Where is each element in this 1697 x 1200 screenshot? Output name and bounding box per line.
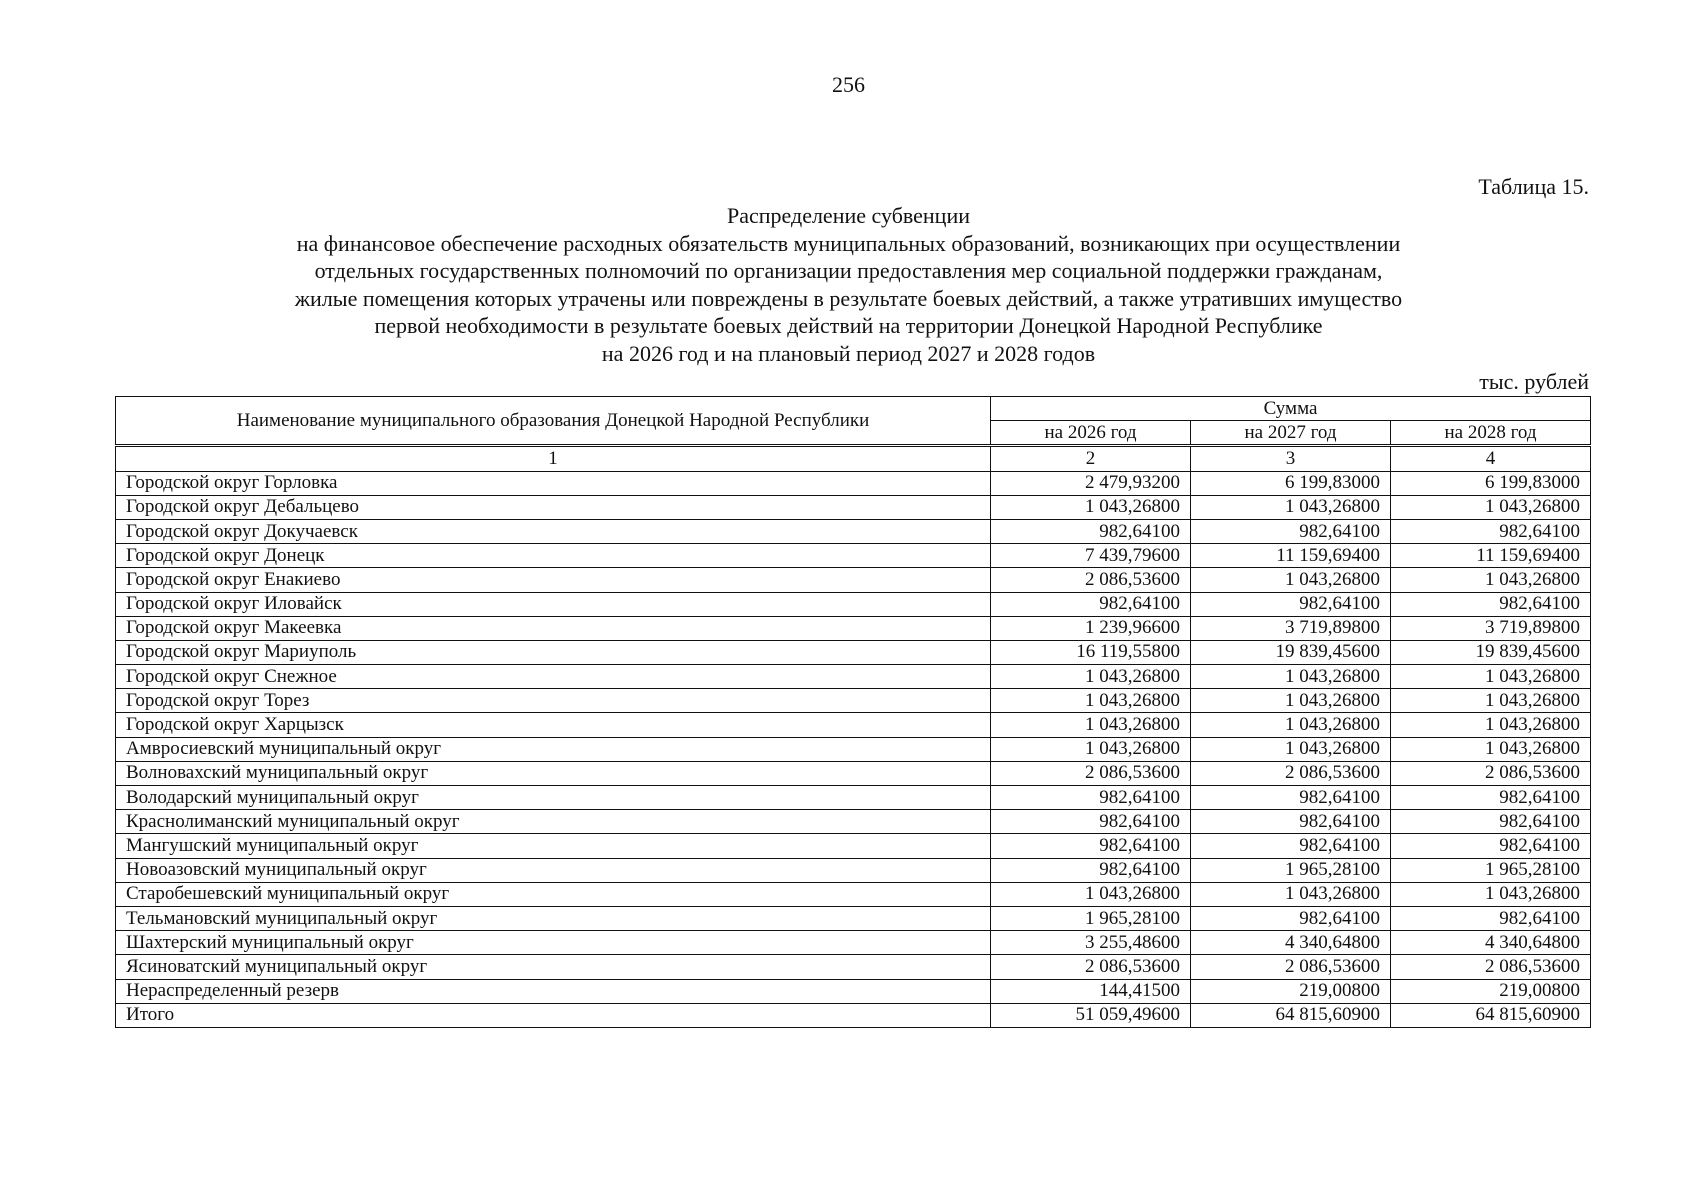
cell-municipality-name: Городской округ Торез [116, 689, 991, 713]
cell-amount-2027: 1 043,26800 [1191, 713, 1391, 737]
cell-amount-2028: 219,00800 [1391, 979, 1591, 1003]
cell-municipality-name: Городской округ Енакиево [116, 568, 991, 592]
cell-amount-2028: 982,64100 [1391, 592, 1591, 616]
cell-amount-2027: 219,00800 [1191, 979, 1391, 1003]
table-row [116, 689, 1591, 713]
cell-amount-2028: 6 199,83000 [1391, 471, 1591, 495]
cell-amount-2027: 982,64100 [1191, 592, 1391, 616]
cell-amount-2027: 19 839,45600 [1191, 640, 1391, 664]
cell-amount-2027: 64 815,60900 [1191, 1003, 1391, 1027]
cell-amount-2026: 1 043,26800 [991, 495, 1191, 519]
cell-amount-2027: 1 043,26800 [1191, 665, 1391, 689]
cell-amount-2028: 1 043,26800 [1391, 737, 1591, 761]
table-row [116, 858, 1591, 882]
cell-amount-2028: 982,64100 [1391, 810, 1591, 834]
cell-amount-2027: 982,64100 [1191, 810, 1391, 834]
title-line: Распределение субвенции [726, 203, 971, 228]
cell-amount-2028: 1 043,26800 [1391, 665, 1591, 689]
header-name-column: Наименование муниципального образования Донецкой Народной Республики [116, 397, 991, 446]
cell-amount-2026: 1 043,26800 [991, 713, 1191, 737]
cell-municipality-name: Волновахский муниципальный округ [116, 761, 991, 785]
table-row [116, 810, 1591, 834]
cell-amount-2026: 1 043,26800 [991, 689, 1191, 713]
cell-municipality-name: Старобешевский муниципальный округ [116, 882, 991, 906]
cell-amount-2027: 1 965,28100 [1191, 858, 1391, 882]
cell-amount-2028: 982,64100 [1391, 834, 1591, 858]
cell-amount-2026: 982,64100 [991, 786, 1191, 810]
cell-municipality-name: Городской округ Дебальцево [116, 495, 991, 519]
cell-municipality-name: Городской округ Снежное [116, 665, 991, 689]
table-header [116, 397, 1591, 446]
table-row [116, 471, 1591, 495]
cell-amount-2026: 144,41500 [991, 979, 1191, 1003]
cell-amount-2028: 3 719,89800 [1391, 616, 1591, 640]
cell-amount-2027: 2 086,53600 [1191, 955, 1391, 979]
table-row [116, 592, 1591, 616]
cell-municipality-name: Городской округ Макеевка [116, 616, 991, 640]
cell-amount-2026: 1 043,26800 [991, 737, 1191, 761]
cell-amount-2027: 982,64100 [1191, 834, 1391, 858]
table-row [116, 979, 1591, 1003]
cell-municipality-name: Володарский муниципальный округ [116, 786, 991, 810]
cell-amount-2026: 2 479,93200 [991, 471, 1191, 495]
cell-amount-2026: 1 239,96600 [991, 616, 1191, 640]
table-title [0, 202, 1697, 367]
cell-amount-2028: 982,64100 [1391, 519, 1591, 543]
cell-amount-2027: 3 719,89800 [1191, 616, 1391, 640]
cell-amount-2027: 1 043,26800 [1191, 568, 1391, 592]
cell-amount-2028: 2 086,53600 [1391, 955, 1591, 979]
title-line: жилые помещения которых утрачены или повреждены в результате боевых действий, а также утративших имущество [294, 285, 1403, 311]
table-row [116, 519, 1591, 543]
table-row [116, 713, 1591, 737]
table-row [116, 544, 1591, 568]
table-row [116, 568, 1591, 592]
cell-amount-2026: 2 086,53600 [991, 568, 1191, 592]
cell-amount-2027: 982,64100 [1191, 786, 1391, 810]
cell-amount-2028: 11 159,69400 [1391, 544, 1591, 568]
cell-amount-2028: 4 340,64800 [1391, 931, 1591, 955]
title-line: первой необходимости в результате боевых действий на территории Донецкой Народной Республике [374, 313, 1323, 338]
column-number: 4 [1391, 446, 1591, 471]
cell-amount-2026: 2 086,53600 [991, 761, 1191, 785]
column-number: 2 [991, 446, 1191, 471]
cell-amount-2026: 51 059,49600 [991, 1003, 1191, 1027]
table-row [116, 640, 1591, 664]
cell-municipality-name: Ясиноватский муниципальный округ [116, 955, 991, 979]
cell-amount-2026: 7 439,79600 [991, 544, 1191, 568]
table-row [116, 786, 1591, 810]
cell-amount-2027: 1 043,26800 [1191, 737, 1391, 761]
cell-amount-2026: 982,64100 [991, 834, 1191, 858]
cell-municipality-name: Городской округ Горловка [116, 471, 991, 495]
cell-municipality-name: Амвросиевский муниципальный округ [116, 737, 991, 761]
table-row [116, 834, 1591, 858]
table-body [116, 446, 1591, 1028]
cell-amount-2028: 982,64100 [1391, 906, 1591, 930]
subvention-table [115, 396, 1591, 1028]
units-label: тыс. рублей [1479, 369, 1589, 394]
table-row [116, 737, 1591, 761]
header-year-2026: на 2026 год [991, 421, 1191, 446]
header-year-2028: на 2028 год [1391, 421, 1591, 446]
title-line: отдельных государственных полномочий по организации предоставления мер социальной поддержки гражданам, [314, 258, 1383, 283]
cell-municipality-name: Городской округ Мариуполь [116, 640, 991, 664]
cell-amount-2026: 982,64100 [991, 858, 1191, 882]
page-number: 256 [832, 72, 865, 97]
table-row [116, 882, 1591, 906]
cell-municipality-name: Новоазовский муниципальный округ [116, 858, 991, 882]
cell-amount-2027: 4 340,64800 [1191, 931, 1391, 955]
cell-municipality-name: Городской округ Харцызск [116, 713, 991, 737]
table-row [116, 495, 1591, 519]
cell-amount-2027: 2 086,53600 [1191, 761, 1391, 785]
cell-amount-2028: 1 965,28100 [1391, 858, 1591, 882]
total-row [116, 1003, 1591, 1027]
table-row [116, 931, 1591, 955]
cell-amount-2026: 1 043,26800 [991, 882, 1191, 906]
cell-municipality-name: Шахтерский муниципальный округ [116, 931, 991, 955]
cell-amount-2027: 1 043,26800 [1191, 689, 1391, 713]
cell-amount-2026: 2 086,53600 [991, 955, 1191, 979]
header-sum-group: Сумма [991, 397, 1591, 421]
header-year-2027: на 2027 год [1191, 421, 1391, 446]
cell-amount-2026: 982,64100 [991, 810, 1191, 834]
table-row [116, 761, 1591, 785]
cell-amount-2028: 2 086,53600 [1391, 761, 1591, 785]
cell-amount-2028: 1 043,26800 [1391, 882, 1591, 906]
column-number: 1 [116, 446, 991, 471]
cell-amount-2026: 3 255,48600 [991, 931, 1191, 955]
cell-amount-2027: 982,64100 [1191, 519, 1391, 543]
cell-amount-2027: 982,64100 [1191, 906, 1391, 930]
cell-municipality-name: Краснолиманский муниципальный округ [116, 810, 991, 834]
cell-amount-2028: 1 043,26800 [1391, 568, 1591, 592]
cell-amount-2027: 6 199,83000 [1191, 471, 1391, 495]
cell-amount-2028: 1 043,26800 [1391, 495, 1591, 519]
cell-amount-2026: 16 119,55800 [991, 640, 1191, 664]
table-row [116, 955, 1591, 979]
cell-amount-2028: 1 043,26800 [1391, 713, 1591, 737]
cell-municipality-name: Мангушский муниципальный округ [116, 834, 991, 858]
cell-amount-2026: 982,64100 [991, 519, 1191, 543]
table-label: Таблица 15. [1478, 174, 1589, 199]
cell-amount-2026: 1 043,26800 [991, 665, 1191, 689]
cell-amount-2028: 64 815,60900 [1391, 1003, 1591, 1027]
cell-amount-2026: 1 965,28100 [991, 906, 1191, 930]
cell-amount-2028: 982,64100 [1391, 786, 1591, 810]
table-row [116, 906, 1591, 930]
cell-municipality-name: Городской округ Докучаевск [116, 519, 991, 543]
cell-municipality-name: Тельмановский муниципальный округ [116, 906, 991, 930]
column-number-row [116, 446, 1591, 471]
cell-municipality-name: Нераспределенный резерв [116, 979, 991, 1003]
table-row [116, 616, 1591, 640]
cell-amount-2028: 1 043,26800 [1391, 689, 1591, 713]
cell-amount-2027: 1 043,26800 [1191, 495, 1391, 519]
cell-municipality-name: Итого [116, 1003, 991, 1027]
cell-amount-2026: 982,64100 [991, 592, 1191, 616]
cell-amount-2027: 1 043,26800 [1191, 882, 1391, 906]
title-line: на 2026 год и на плановый период 2027 и 2028 годов [601, 340, 1096, 366]
title-line: на финансовое обеспечение расходных обязательств муниципальных образований, возникающих при осуществлении [296, 230, 1401, 256]
column-number: 3 [1191, 446, 1391, 471]
cell-amount-2027: 11 159,69400 [1191, 544, 1391, 568]
cell-municipality-name: Городской округ Иловайск [116, 592, 991, 616]
cell-municipality-name: Городской округ Донецк [116, 544, 991, 568]
table-row [116, 665, 1591, 689]
cell-amount-2028: 19 839,45600 [1391, 640, 1591, 664]
